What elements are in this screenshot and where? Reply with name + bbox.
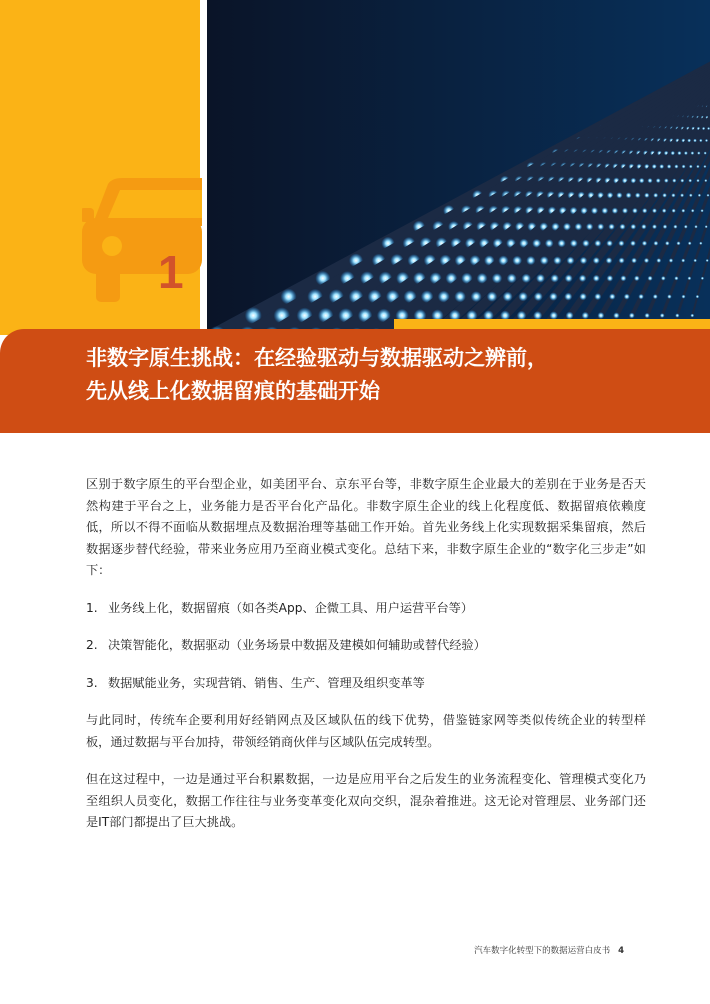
led-dot (699, 242, 702, 245)
led-dot (662, 208, 667, 213)
led-dot (549, 292, 558, 301)
led-dot (690, 314, 694, 318)
led-dot (661, 276, 666, 281)
led-dot (691, 151, 695, 155)
led-dot (606, 240, 613, 247)
hero-led-image (207, 0, 710, 335)
led-dot (593, 275, 600, 282)
led-dot (507, 273, 517, 283)
led-dot (688, 179, 692, 183)
led-dot (540, 256, 549, 265)
led-dot (580, 257, 588, 265)
led-dot (688, 276, 692, 280)
led-dot (630, 224, 636, 230)
led-dot (665, 241, 670, 246)
led-dot (664, 178, 669, 183)
led-dot (597, 312, 604, 319)
led-dot (638, 294, 644, 300)
led-dot (522, 274, 531, 283)
led-dot (705, 225, 708, 228)
led-dot (594, 293, 601, 300)
led-dot (691, 209, 695, 213)
led-dot (656, 178, 661, 183)
led-dot (653, 193, 658, 198)
led-dot (684, 151, 688, 155)
led-dot (674, 276, 678, 280)
led-dot (696, 165, 699, 168)
led-dot (536, 274, 545, 283)
led-dot (567, 257, 575, 265)
led-dot (674, 164, 678, 168)
led-dot (534, 292, 543, 301)
led-dot (606, 257, 613, 264)
list-item (86, 598, 646, 620)
led-dot (699, 139, 702, 142)
led-dot (518, 292, 528, 302)
led-dot (642, 241, 647, 246)
led-dot (619, 257, 625, 263)
led-dot (553, 256, 561, 264)
led-dot (689, 193, 693, 197)
led-dot (700, 209, 703, 212)
body-text (86, 474, 646, 850)
list-item (86, 673, 646, 695)
page-title-line-1: 非数字原生挑战：在经验驱动与数据驱动之辨前， (86, 346, 548, 370)
led-dot (634, 275, 640, 281)
led-dot (689, 165, 693, 169)
led-dot (663, 224, 668, 229)
led-dot (647, 178, 652, 183)
led-dot (630, 240, 636, 246)
led-dot (673, 225, 677, 229)
led-dot (671, 193, 675, 197)
led-dot (609, 293, 616, 300)
list-text: 决策智能化，数据驱动（业务场景中数据及建模如何辅助或替代经验） (108, 638, 486, 652)
led-dot (682, 165, 686, 169)
led-dot (593, 257, 600, 264)
led-dot (693, 259, 697, 263)
led-dot (597, 223, 604, 230)
led-dot (705, 139, 708, 142)
led-dot (631, 258, 637, 264)
led-dot (704, 152, 707, 155)
led-dot (557, 239, 565, 247)
led-dot (656, 258, 661, 263)
led-dot (570, 239, 578, 247)
list-number: 1. (86, 600, 98, 615)
led-dot (644, 313, 649, 318)
list-text: 数据赋能业务，实现营销、销售、生产、管理及组织变革等 (108, 675, 425, 690)
led-dot (653, 241, 658, 246)
led-dot (582, 240, 589, 247)
led-dot (594, 240, 601, 247)
led-dot (680, 193, 684, 197)
led-dot (612, 207, 618, 213)
led-dot (701, 277, 704, 280)
led-dot (696, 179, 699, 182)
led-dot (698, 194, 701, 197)
led-dot (526, 256, 535, 265)
led-dot (677, 151, 681, 155)
led-dot (681, 295, 685, 299)
led-dot (629, 313, 635, 319)
list-text: 业务线上化，数据留痕（如各类App、企微工具、用户运营平台等） (108, 600, 474, 615)
led-dot (601, 207, 608, 214)
led-dot (706, 194, 709, 197)
led-dot (550, 274, 558, 282)
led-dot (626, 192, 632, 198)
led-dot (688, 241, 692, 245)
led-dot (696, 295, 700, 299)
led-dot (653, 294, 658, 299)
led-dot (704, 179, 707, 182)
chapter-number: 1 (158, 246, 184, 298)
led-dot (652, 208, 657, 213)
led-dot (703, 165, 706, 168)
led-dot (644, 193, 649, 198)
led-dot (694, 225, 697, 228)
led-dot (644, 258, 649, 263)
led-dot (697, 151, 700, 154)
led-dot (662, 193, 667, 198)
led-dot (669, 258, 673, 262)
led-dot (586, 223, 593, 230)
led-dot (622, 208, 628, 214)
led-dot (648, 276, 653, 281)
led-dot (667, 294, 672, 299)
led-dot (565, 274, 573, 282)
led-dot (681, 209, 685, 213)
led-dot (676, 241, 680, 245)
intro-paragraph: 区别于数字原生的平台型企业，如美团平台、京东平台等，非数字原生企业最大的差别在于业务是否天然构建于平台之上，业务能力是否平台化产品化。非数字原生企业的线上化程度低、数据留痕依赖度低，所以不得不面临从数据埋点及数据治理等基础工作开始。首先业务线上化实现数据采集留痕，然后数据逐步替代经验，带来业务应用乃至商业模式变化。总结下来，非数字原生企业的“数字化三步走”如下： (86, 477, 646, 577)
led-dot (503, 292, 513, 302)
led-dot (564, 293, 572, 301)
led-dot (620, 275, 626, 281)
led-dot (660, 313, 665, 318)
led-dot (579, 275, 587, 283)
page-number: 4 (618, 946, 624, 956)
list-number: 2. (86, 638, 98, 652)
led-dot (471, 291, 482, 302)
led-dot (675, 313, 679, 317)
page-footer (474, 944, 624, 956)
list-item (86, 635, 646, 657)
led-dot (487, 291, 498, 302)
page-title-line-2: 先从线上化数据留痕的基础开始 (86, 379, 380, 403)
led-dot (618, 240, 624, 246)
led-dot (624, 294, 630, 300)
led-dot (619, 224, 625, 230)
led-dot (672, 178, 676, 182)
led-dot (608, 223, 615, 230)
led-dot (693, 139, 697, 143)
led-dot (635, 192, 641, 198)
page-title (86, 342, 686, 408)
challenge-paragraph: 但在这过程中，一边是通过平台积累数据，一边是应用平台之后发生的业务流程变化、管理模式变化乃至组织人员变化，数据工作往往与业务变革变化双向交织，混杂着推进。这无论对管理层、业务部门还是IT部门都提出了巨大挑战。 (86, 772, 646, 829)
led-dot (667, 164, 672, 169)
led-dot (642, 208, 647, 213)
led-dot (613, 312, 619, 318)
led-dot (579, 293, 587, 301)
led-dot (672, 209, 676, 213)
transition-paragraph: 与此同时，传统车企要利用好经销网点及区域队伍的线下优势，借鉴链家网等类似传统企业的转型样板，通过数据与平台加持，带领经销商伙伴与区域队伍完成转型。 (86, 713, 646, 749)
footer-doc-title: 汽车数字化转型下的数据运营白皮书 (474, 946, 611, 956)
led-dot (652, 224, 657, 229)
led-dot (706, 259, 709, 262)
led-dot (607, 275, 614, 282)
led-dot (680, 179, 684, 183)
led-dot (632, 208, 638, 214)
led-dot (641, 224, 646, 229)
led-dot (681, 259, 685, 263)
led-dot (684, 225, 688, 229)
list-number: 3. (86, 675, 98, 690)
